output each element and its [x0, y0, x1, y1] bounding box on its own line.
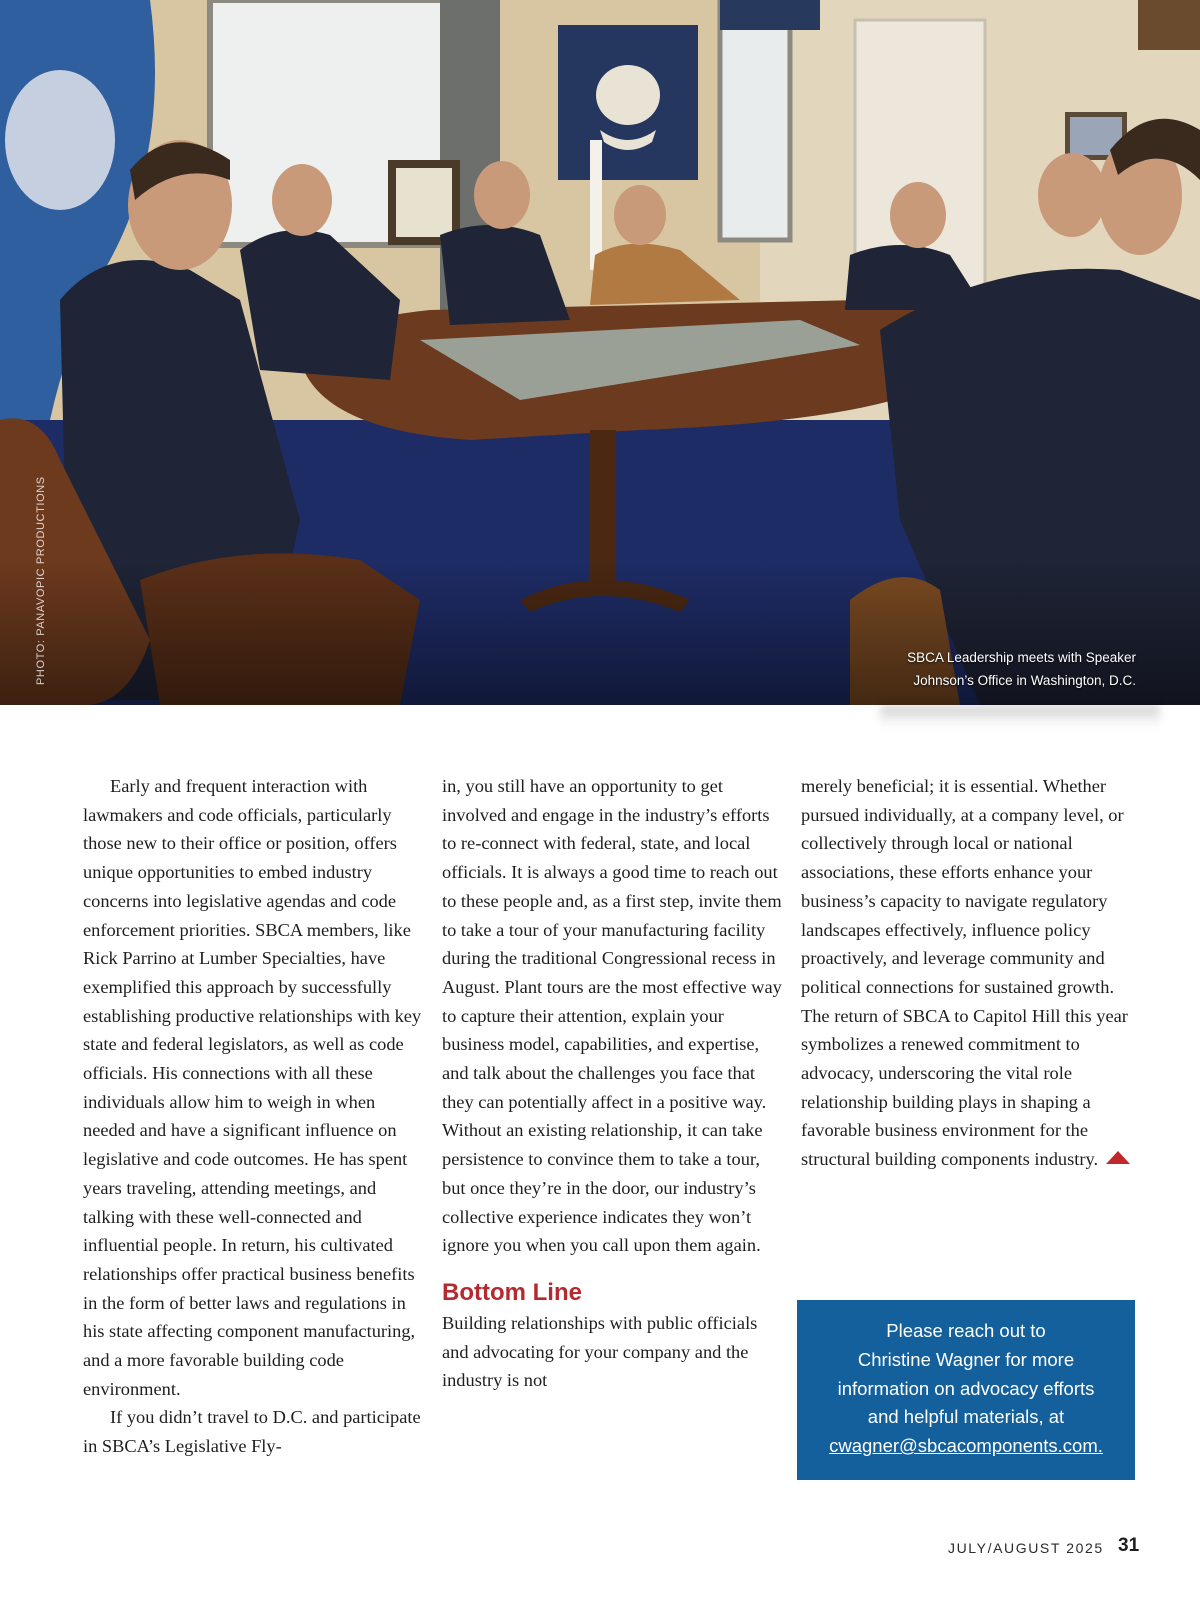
end-of-article-triangle-icon [1106, 1151, 1130, 1164]
body-paragraph: Building relationships with public officials and advocating for your company and the industry is not [442, 1312, 758, 1391]
article-column-1 [83, 772, 423, 1461]
page-number: 31 [1118, 1535, 1140, 1556]
body-paragraph-text: merely beneficial; it is essential. Whether pursued individually, at a company level, or collectively through local or national associations, these efforts enhance your business’s capacity to navigate regulatory landscapes effectively, influence policy proactively, and leverage community and political connections for sustained growth. The return of SBCA to Capitol Hill this year symbolizes a renewed commitment to advocacy, underscoring the vital role relationship building plays in shaping a favorable business environment for the structural building components industry. [801, 776, 1128, 1170]
issue-date: JULY/AUGUST 2025 [948, 1540, 1104, 1556]
article-column-2 [442, 772, 782, 1395]
body-paragraph: If you didn’t travel to D.C. and participate in SBCA’s Legislative Fly- [83, 1407, 421, 1457]
meeting-photo-illustration [0, 0, 1200, 705]
photo-caption-line: SBCA Leadership meets with Speaker [907, 650, 1136, 665]
callout-line: Christine Wagner for more [857, 1348, 1075, 1370]
contact-callout-box [797, 1300, 1135, 1480]
photo-drop-shadow [880, 705, 1160, 727]
callout-line: information on advocacy efforts [837, 1377, 1095, 1399]
photo-caption [816, 646, 1136, 692]
meeting-photo [0, 0, 1200, 705]
body-paragraph: in, you still have an opportunity to get involved and engage in the industry’s efforts to re-connect with federal, state, and local officials. It is always a good time to reach out to these people and, as a first step, invite them to take a tour of your manufacturing facility during the traditional Congressional recess in August. Plant tours are the most effective way to capture their attention, explain your business model, capabilities, and expertise, and talk about the challenges you face that they can potentially affect in a positive way. Without an existing relationship, it can take persistence to convince them to take a tour, but once they’re in the door, our industry’s collective experience indicates they won’t ignore you when you call upon them again. [442, 776, 782, 1256]
email-link[interactable]: cwagner@sbcacomponents.com. [829, 1435, 1103, 1457]
photo-credit: PHOTO: PANAVOPIC PRODUCTIONS [35, 476, 47, 685]
body-paragraph [801, 772, 1141, 1174]
body-paragraph: Early and frequent interaction with lawmakers and code officials, particularly those new to their office or position, offers unique opportunities to embed industry concerns into legislative agendas and code enforcement priorities. SBCA members, like Rick Parrino at Lumber Specialties, have exemplified this approach by successfully establishing productive relationships with key state and federal legislators, as well as code officials. His connections with all these individuals allow him to weigh in when needed and have a significant influence on legislative and code outcomes. He has spent years traveling, attending meetings, and talking with these well-connected and influential people. In return, his cultivated relationships offer practical business benefits in the form of better laws and regulations in his state affecting component manufacturing, and a more favorable building code environment. [83, 776, 422, 1399]
section-heading: Bottom Line [442, 1278, 582, 1306]
callout-line: Please reach out to [886, 1320, 1046, 1341]
photo-caption-line: Johnson’s Office in Washington, D.C. [913, 673, 1136, 688]
article-column-3 [801, 772, 1141, 1174]
callout-line: and helpful materials, at [867, 1406, 1065, 1428]
